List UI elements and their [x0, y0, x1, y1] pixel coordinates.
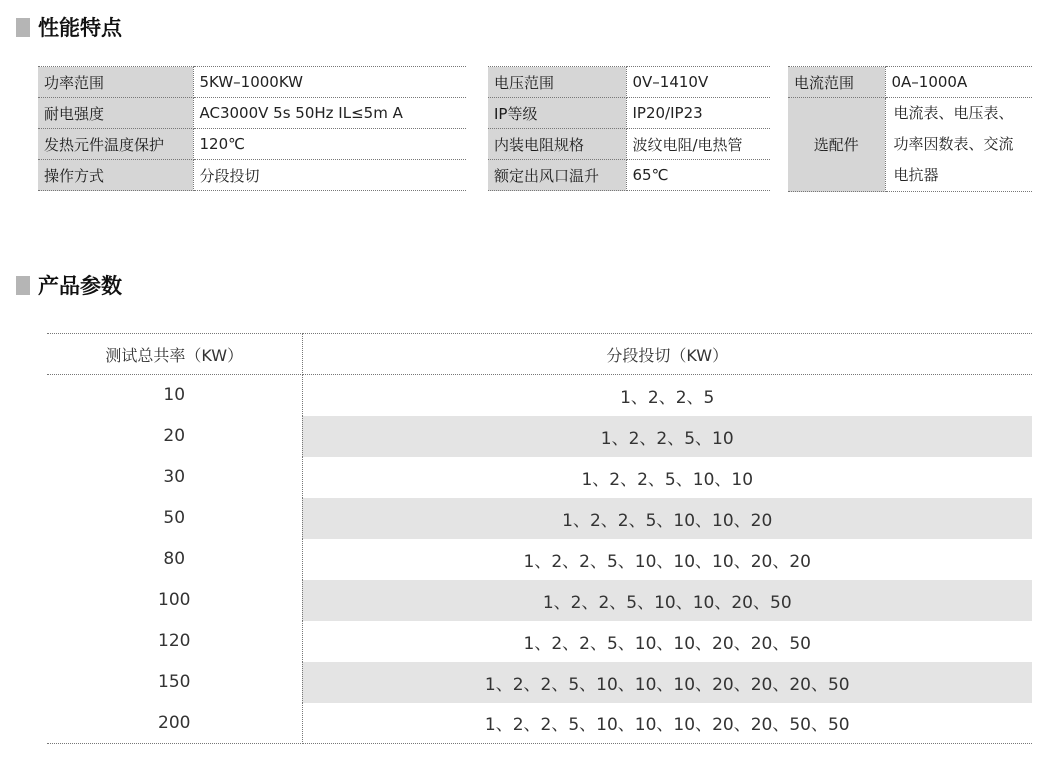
accessories-value	[885, 98, 1032, 192]
table-row	[47, 662, 1032, 703]
power-cell: 120	[47, 621, 302, 662]
spec-key: 电流范围	[788, 67, 885, 98]
spec-row	[488, 160, 770, 191]
steps-cell: 1、2、2、5、10、10、20、50	[302, 580, 1032, 621]
spec-key: 电压范围	[488, 67, 626, 98]
accessories-line: 功率因数表、交流	[893, 135, 1014, 153]
steps-cell: 1、2、2、5、10、10、20、20、50	[523, 633, 811, 654]
spec-value: 0V–1410V	[626, 67, 770, 98]
spec-table-3	[788, 66, 1032, 192]
spec-key: 额定出风口温升	[488, 160, 626, 191]
power-cell: 80	[47, 539, 302, 580]
spec-key: 发热元件温度保护	[38, 129, 193, 160]
power-cell: 150	[47, 662, 302, 703]
spec-value: AC3000V 5s 50Hz IL≤5m A	[193, 98, 466, 129]
spec-value: IP20/IP23	[626, 98, 770, 129]
spec-value: 0A–1000A	[885, 67, 1032, 98]
spec-value: 波纹电阻/电热管	[626, 129, 770, 160]
accessories-line: 电流表、电压表、	[893, 104, 1014, 122]
spec-row	[38, 67, 466, 98]
params-title-text: 产品参数	[38, 274, 122, 298]
header-power: 测试总共率（KW）	[47, 334, 302, 375]
spec-row	[38, 160, 466, 191]
spec-row	[788, 67, 1032, 98]
title-marker	[16, 18, 30, 37]
table-row	[47, 703, 1032, 744]
steps-cell: 1、2、2、5、10、10、10、20、20、20、50	[302, 662, 1032, 703]
power-cell: 30	[47, 457, 302, 498]
title-marker	[16, 276, 30, 295]
spec-row	[788, 98, 1032, 192]
header-steps: 分段投切（KW）	[302, 334, 1032, 375]
spec-table-2	[488, 66, 770, 191]
spec-value: 65℃	[626, 160, 770, 191]
params-table	[47, 333, 1032, 744]
table-row	[47, 375, 1032, 416]
spec-row	[488, 98, 770, 129]
spec-value: 分段投切	[193, 160, 466, 191]
features-section-title	[16, 12, 122, 42]
steps-cell: 1、2、2、5、10、10、20	[302, 498, 1032, 539]
spec-row	[38, 98, 466, 129]
steps-cell: 1、2、2、5、10、10、10、20、20	[523, 551, 811, 572]
params-header-row	[47, 334, 1032, 375]
steps-cell: 1、2、2、5、10、10	[581, 469, 754, 490]
spec-value: 5KW–1000KW	[193, 67, 466, 98]
spec-row	[488, 129, 770, 160]
spec-row	[488, 67, 770, 98]
steps-cell: 1、2、2、5、10	[302, 416, 1032, 457]
steps-cell: 1、2、2、5	[620, 387, 715, 408]
spec-key: 操作方式	[38, 160, 193, 191]
params-section-title	[16, 270, 122, 300]
steps-cell: 1、2、2、5、10、10、10、20、20、50、50	[302, 703, 1032, 744]
spec-row	[38, 129, 466, 160]
features-title-text: 性能特点	[38, 16, 122, 40]
table-row	[47, 457, 1032, 498]
table-row	[47, 539, 1032, 580]
power-cell: 200	[47, 703, 302, 744]
table-row	[47, 580, 1032, 621]
spec-key: IP等级	[488, 98, 626, 129]
accessories-line: 电抗器	[893, 166, 939, 184]
spec-key: 内装电阻规格	[488, 129, 626, 160]
table-row	[47, 416, 1032, 457]
spec-value: 120℃	[193, 129, 466, 160]
spec-key: 耐电强度	[38, 98, 193, 129]
power-cell: 20	[47, 416, 302, 457]
accessories-key: 选配件	[788, 98, 885, 192]
table-row	[47, 498, 1032, 539]
table-row	[47, 621, 1032, 662]
spec-table-1	[38, 66, 466, 191]
power-cell: 50	[47, 498, 302, 539]
power-cell: 100	[47, 580, 302, 621]
power-cell: 10	[47, 375, 302, 416]
spec-key: 功率范围	[38, 67, 193, 98]
